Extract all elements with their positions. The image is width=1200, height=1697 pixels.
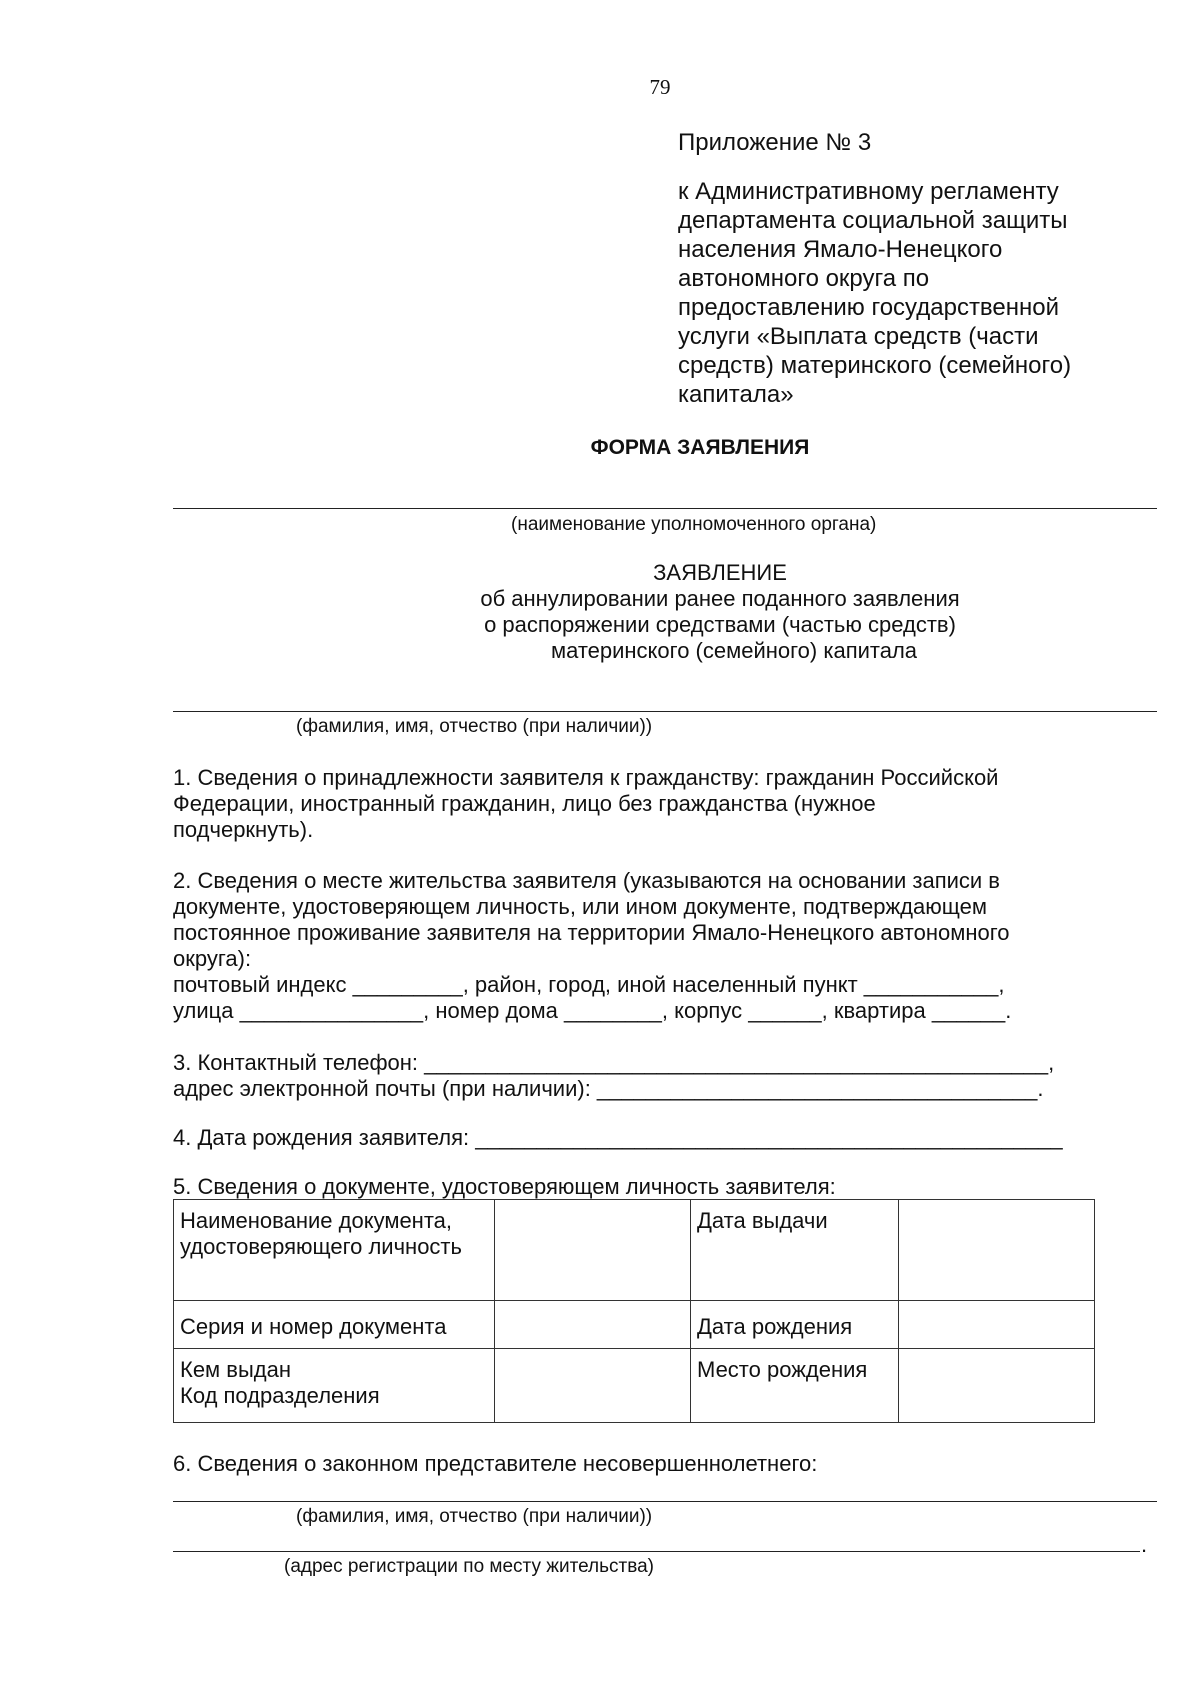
table-label: Код подразделения — [180, 1383, 380, 1408]
appendix-line: услуги «Выплата средств (части — [678, 323, 1039, 350]
section-line: 1. Сведения о принадлежности заявителя к гражданству: гражданин Российской — [173, 765, 999, 790]
section-line: 2. Сведения о месте жительства заявителя (указываются на основании записи в — [173, 868, 1000, 893]
page-number: 79 — [649, 75, 671, 99]
table-label: Серия и номер документа — [180, 1313, 447, 1339]
postal-address-line[interactable]: почтовый индекс _________, район, город, иной населенный пункт ___________, — [173, 972, 1005, 997]
section-line: округа): — [173, 946, 252, 971]
table-value-cell[interactable] — [495, 1349, 691, 1423]
authority-line[interactable] — [173, 508, 1157, 509]
section-title: 5. Сведения о документе, удостоверяющем личность заявителя: — [173, 1174, 836, 1199]
table-label-cell — [691, 1200, 899, 1301]
birthdate-field-line[interactable]: 4. Дата рождения заявителя: ________________________________________________ — [173, 1125, 1063, 1150]
appendix-line: капитала» — [678, 381, 794, 408]
section-line: Федерации, иностранный гражданин, лицо без гражданства (нужное — [173, 791, 876, 816]
table-row — [174, 1349, 1095, 1423]
table-label-cell — [691, 1301, 899, 1349]
appendix-line: департамента социальной защиты — [678, 207, 1068, 234]
appendix-line: к Административному регламенту — [678, 178, 1059, 205]
section-line: документе, удостоверяющем личность, или ином документе, подтверждающем — [173, 894, 987, 919]
appendix-title: Приложение № 3 — [678, 129, 872, 156]
statement-line: материнского (семейного) капитала — [550, 638, 918, 663]
id-document-table — [173, 1199, 1095, 1423]
representative-address-line[interactable] — [173, 1551, 1140, 1552]
table-label: Место рождения — [697, 1357, 868, 1382]
table-value-cell[interactable] — [899, 1200, 1095, 1301]
table-row — [174, 1200, 1095, 1301]
table-label: Кем выдан — [180, 1357, 292, 1382]
table-value-cell[interactable] — [495, 1301, 691, 1349]
appendix-text — [678, 177, 1148, 409]
appendix-line: предоставлению государственной — [678, 294, 1060, 321]
section-id-document-title — [173, 1174, 1173, 1200]
section-line: подчеркнуть). — [173, 817, 314, 842]
appendix-line: населения Ямало-Ненецкого — [678, 236, 1003, 263]
representative-address-caption: (адрес регистрации по месту жительства) — [284, 1556, 654, 1577]
table-value-cell[interactable] — [495, 1200, 691, 1301]
section-title: 6. Сведения о законном представителе несовершеннолетнего: — [173, 1451, 818, 1476]
table-label-cell — [691, 1349, 899, 1423]
applicant-name-line[interactable] — [173, 711, 1157, 712]
statement-line: об аннулировании ранее поданного заявления — [480, 586, 960, 611]
appendix-line: автономного округа по — [678, 265, 930, 292]
statement-heading: ЗАЯВЛЕНИЕ — [653, 560, 787, 585]
representative-name-caption: (фамилия, имя, отчество (при наличии)) — [296, 1506, 653, 1527]
representative-name-line[interactable] — [173, 1501, 1157, 1502]
section-birthdate — [173, 1125, 1173, 1151]
table-row — [174, 1301, 1095, 1349]
section-citizenship — [173, 765, 1173, 843]
address-end-mark: . — [1141, 1532, 1148, 1557]
table-value-cell[interactable] — [899, 1349, 1095, 1423]
section-representative-title — [173, 1451, 1173, 1477]
statement-block — [440, 560, 1000, 664]
table-label-cell — [174, 1301, 495, 1349]
email-field-line[interactable]: адрес электронной почты (при наличии): ____________________________________. — [173, 1076, 1044, 1101]
section-line: постоянное проживание заявителя на территории Ямало-Ненецкого автономного — [173, 920, 1010, 945]
table-label: Дата рождения — [697, 1313, 853, 1339]
phone-field-line[interactable]: 3. Контактный телефон: ___________________________________________________, — [173, 1050, 1055, 1075]
appendix-block — [678, 128, 1148, 409]
statement-line: о распоряжении средствами (частью средств) — [484, 612, 956, 637]
section-residence — [173, 868, 1173, 1024]
table-label-cell — [174, 1200, 495, 1301]
appendix-line: средств) материнского (семейного) — [678, 352, 1072, 379]
table-label: Дата выдачи — [697, 1208, 828, 1233]
street-address-line[interactable]: улица _______________, номер дома ________, корпус ______, квартира ______. — [173, 998, 1012, 1023]
table-label-cell — [174, 1349, 495, 1423]
table-label: Наименование документа, удостоверяющего личность — [180, 1208, 462, 1259]
authority-caption: (наименование уполномоченного органа) — [511, 514, 877, 535]
section-contacts — [173, 1050, 1173, 1102]
applicant-name-caption: (фамилия, имя, отчество (при наличии)) — [296, 716, 653, 737]
form-title: ФОРМА ЗАЯВЛЕНИЯ — [590, 436, 810, 459]
table-value-cell[interactable] — [899, 1301, 1095, 1349]
